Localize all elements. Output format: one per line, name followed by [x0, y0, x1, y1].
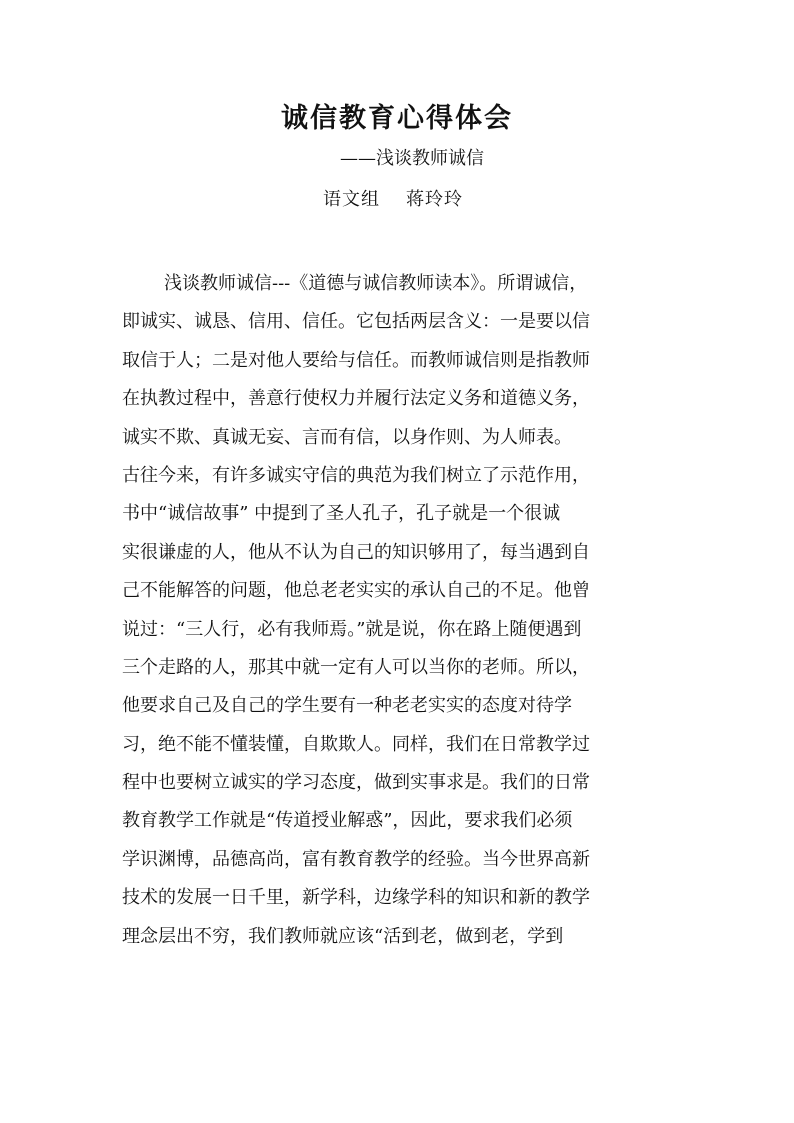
body-line: 技术的发展一日千里，新学科，边缘学科的知识和新的教学: [122, 887, 590, 909]
body-line: 浅谈教师诚信---《道德与诚信教师读本》。所谓诚信，: [164, 273, 588, 294]
document-title: 诚信教育心得体会: [281, 103, 513, 134]
author-group: 语文组: [323, 189, 380, 210]
body-line: 书中“诚信故事” 中提到了圣人孔子，孔子就是一个很诚: [122, 503, 561, 525]
body-line: 程中也要树立诚实的学习态度，做到实事求是。我们的日常: [122, 772, 590, 794]
document-body: [122, 265, 682, 956]
body-line: 教育教学工作就是“传道授业解惑”，因此，要求我们必须: [122, 810, 573, 832]
body-line: 即诚实、诚恳、信用、信任。它包括两层含义：一是要以信: [122, 311, 590, 333]
body-line: 三个走路的人，那其中就一定有人可以当你的老师。所以，: [122, 656, 590, 678]
document-subtitle: ——浅谈教师诚信: [340, 148, 484, 169]
body-line: 说过：“三人行，必有我师焉。”就是说，你在路上随便遇到: [122, 618, 582, 640]
body-line: 他要求自己及自己的学生要有一种老老实实的态度对待学: [122, 695, 572, 717]
body-line: 在执教过程中，善意行使权力并履行法定义务和道德义务，: [122, 388, 590, 410]
body-line: 己不能解答的问题，他总老老实实的承认自己的不足。他曾: [122, 580, 590, 602]
author-line: [323, 186, 463, 214]
author-name: 蒋玲玲: [406, 189, 463, 210]
body-line: 理念层出不穷，我们教师就应该“活到老，做到老，学到: [122, 925, 564, 947]
body-line: 学识渊博，品德高尚，富有教育教学的经验。当今世界高新: [122, 848, 590, 870]
body-line: 取信于人；二是对他人要给与信任。而教师诚信则是指教师: [122, 349, 590, 371]
body-line: 古往今来，有许多诚实守信的典范为我们树立了示范作用，: [122, 464, 590, 486]
body-line: 实很谦虚的人，他从不认为自己的知识够用了，每当遇到自: [122, 541, 590, 563]
body-line: 诚实不欺、真诚无妄、言而有信，以身作则、为人师表。: [122, 426, 572, 448]
body-line: 习，绝不能不懂装懂，自欺欺人。同样，我们在日常教学过: [122, 733, 590, 755]
